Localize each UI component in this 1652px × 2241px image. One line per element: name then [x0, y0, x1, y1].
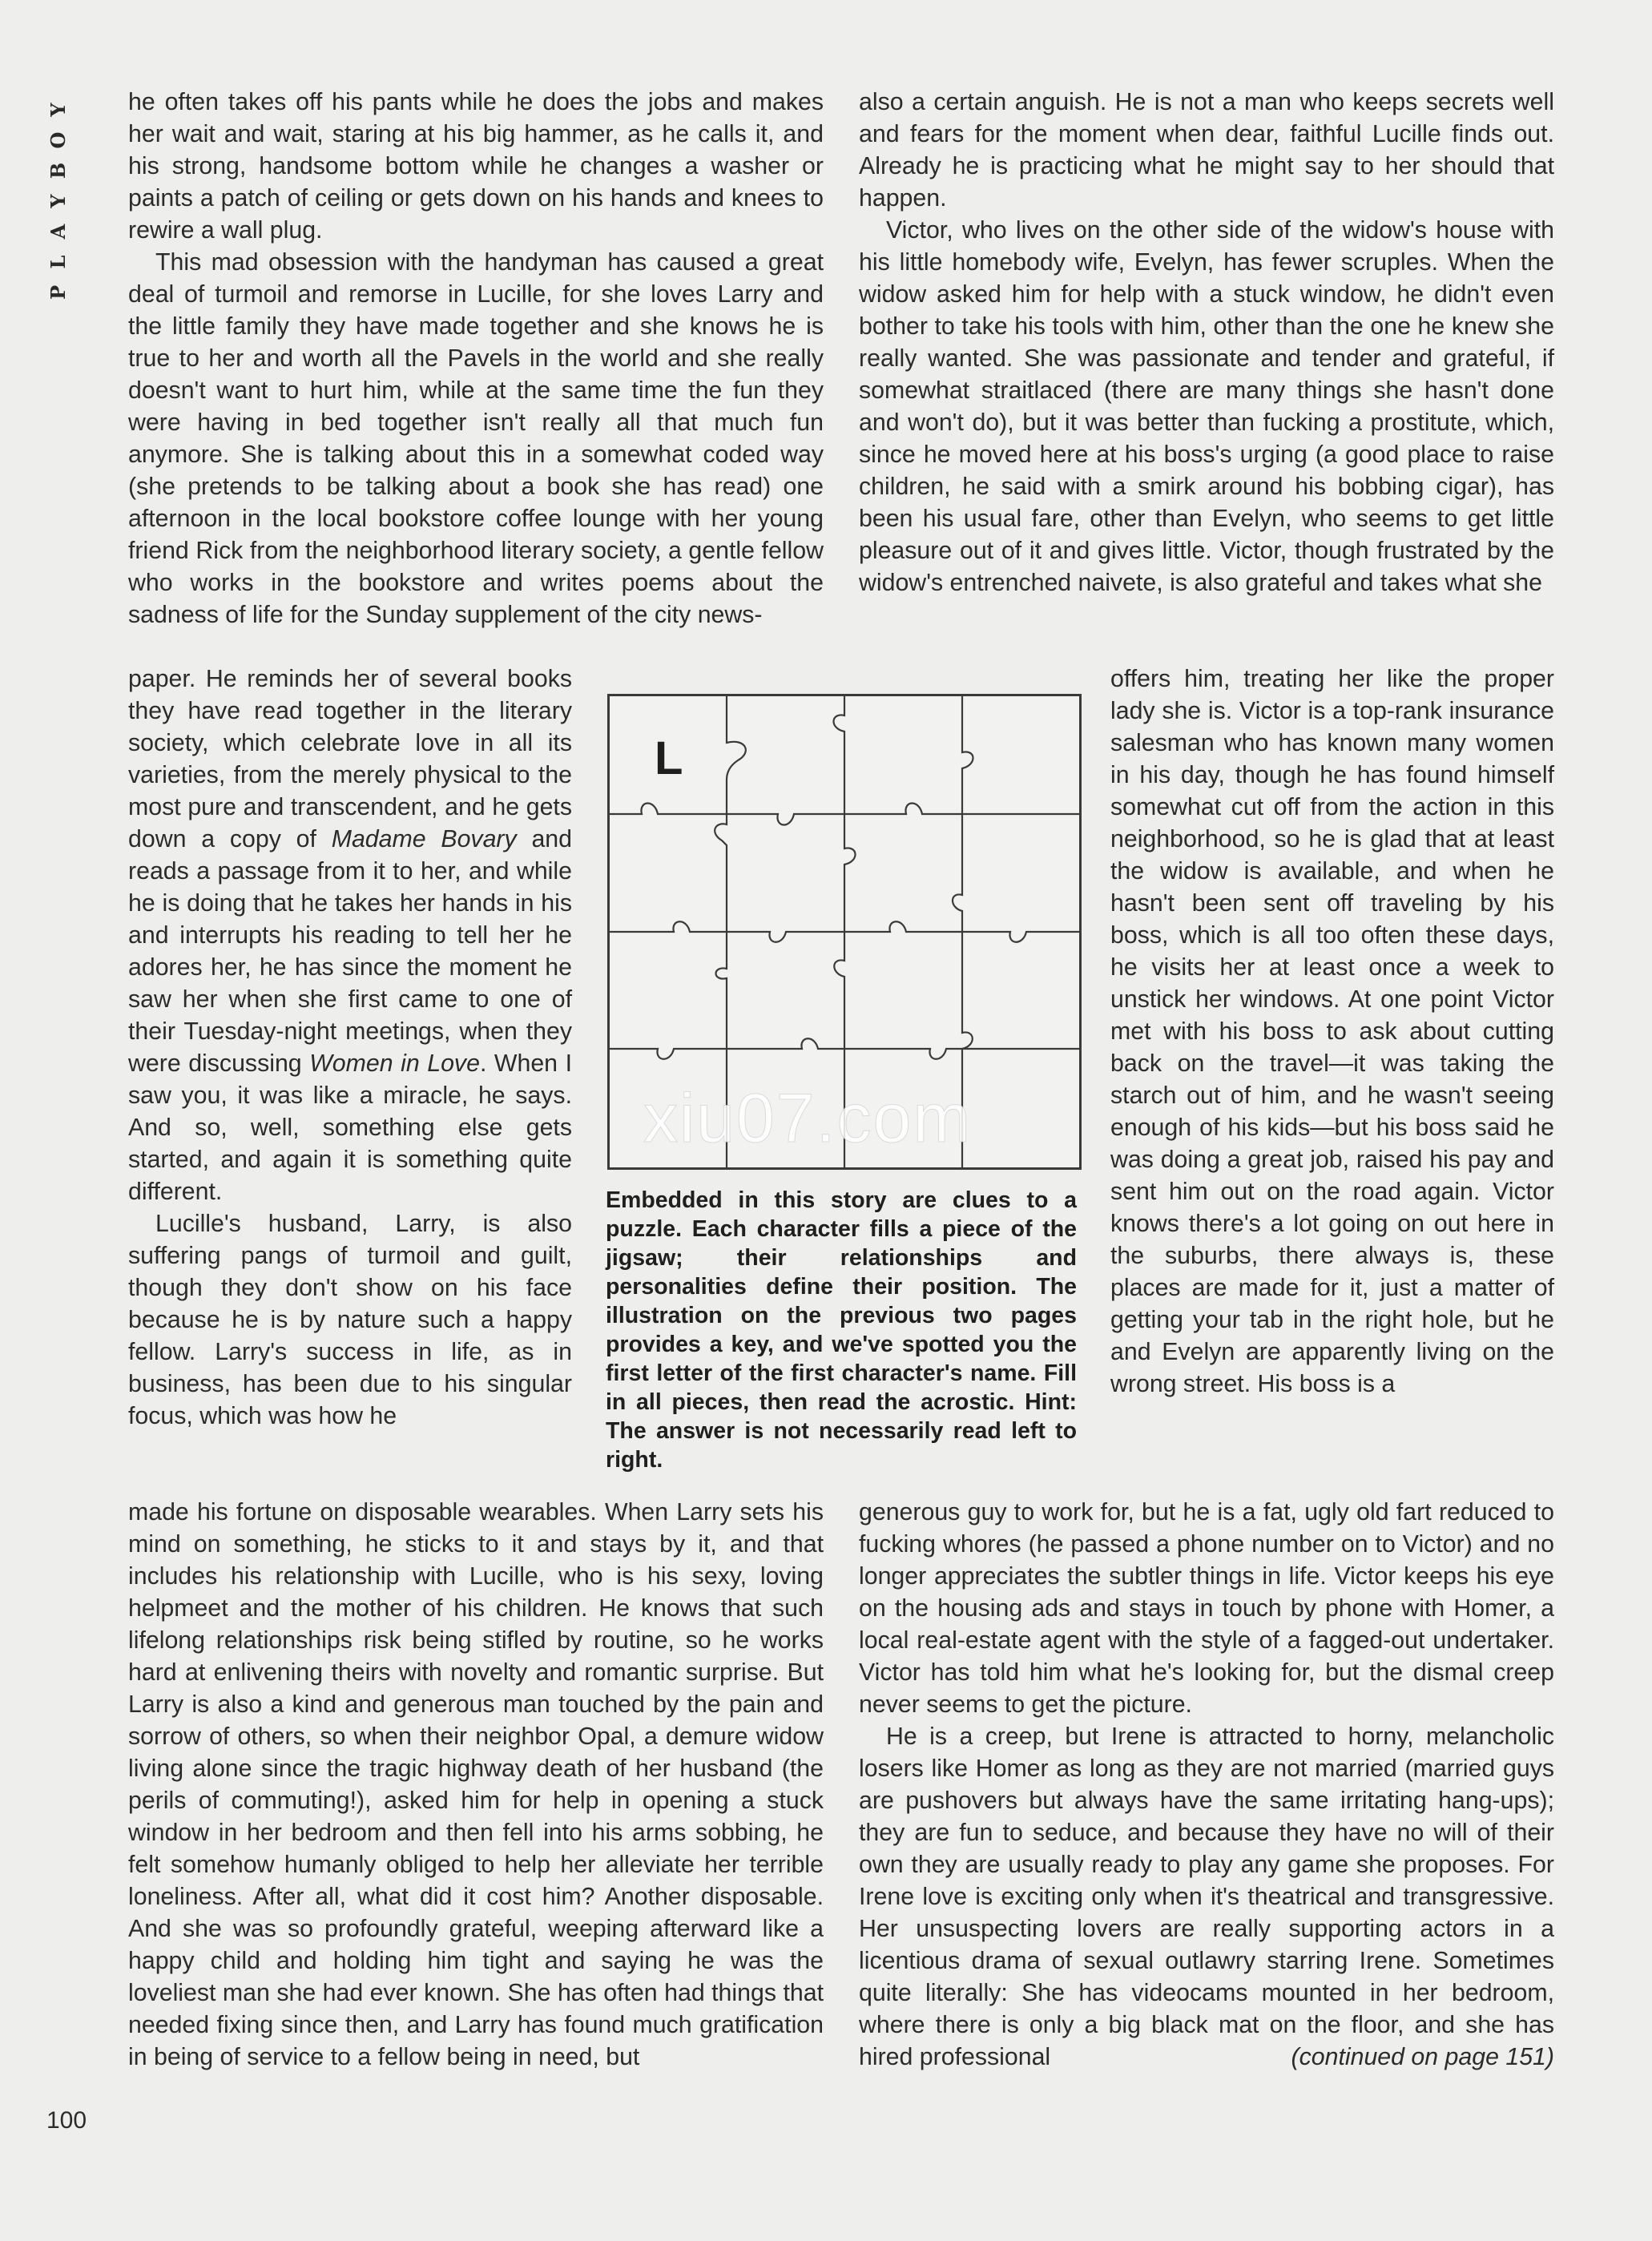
book-title: Women in Love [309, 1050, 480, 1077]
masthead-letter: O [46, 131, 70, 149]
paragraph: Lucille's husband, Larry, is also suffering pangs of turmoil and guilt, though they don't show on his face because he is by nature such a happy fellow. Larry's success in life, as in business, has been due to his singular focus, which was how he [128, 1211, 572, 1429]
paragraph: also a certain anguish. He is not a man who keeps secrets well and fears for the moment when dear, faithful Lucille finds out. Already he is practicing what he might say to her should that happen. [859, 89, 1554, 212]
paragraph: offers him, treating her like the proper lady she is. Victor is a top-rank insurance salesman who has known many women in his day, though he has found himself somewhat cut off from the action in this neighborhood, so he is glad that at least the widow is available, and when he hasn't been sent off traveling by his boss, which is all too often these days, he visits her at least once a week to unstick her windows. At one point Victor met with his boss to ask about cutting back on the travel—it was taking the starch out of him, and he wasn't seeing enough of his kids—but his boss said he was doing a great job, raised his pay and sent him out on the road again. Victor knows there's a lot going on out here in the suburbs, there always is, these places are made for it, just a matter of getting your tab in the right hole, but he and Evelyn are apparently living on the wrong street. His boss is a [1110, 666, 1554, 1397]
paragraph: made his fortune on disposable wearables. When Larry sets his mind on something, he sticks to it and stays by it, and that includes his relationship with Lucille, who is his sexy, loving helpmeet and the mother of his children. He knows that such lifelong relationships risk being stifled by routine, so he works hard at enlivening theirs with novelty and romantic surprise. But Larry is also a kind and generous man touched by the pain and sorrow of others, so when their neighbor Opal, a demure widow living alone since the tragic highway death of her husband (the perils of commuting!), asked him for help in opening a stuck window in her bedroom and then fell into his arms sobbing, he felt somehow humanly obliged to help her alleviate her terrible loneliness. After all, what did it cost him? Another disposable. And she was so profoundly grateful, weeping afterward like a happy child and holding him tight and saying he was the loveliest man she had ever known. She has often had things that needed fixing since then, and Larry has found much gratification in being of service to a fellow being in need, but [128, 1499, 824, 2070]
paragraph: generous guy to work for, but he is a fat, ugly old fart reduced to fucking whores (he passed a phone number on to Victor) and no longer appreciates the subtler things in life. Victor keeps his eye on the housing ads and stays in touch by phone with Homer, a local real-estate agent with the style of a fagged-out undertaker. Victor has told him what he's looking for, but the dismal creep never seems to get the picture. [859, 1499, 1554, 1718]
right-column-bottom [859, 1497, 1554, 2074]
masthead-letter: P [46, 284, 70, 300]
paragraph: This mad obsession with the handyman has caused a great deal of turmoil and remorse in Lucille, for she loves Larry and the little family they have made together and she knows he is true to her and worth all the Pavels in the world and she really doesn't want to hurt him, while at the same time the fun they were having in bed together isn't really all that much fun anymore. She is talking about this in a somewhat coded way (she pretends to be talking about a book she has read) one afternoon in the local bookstore coffee lounge with her young friend Rick from the neighborhood literary society, a gentle fellow who works in the bookstore and writes poems about the sadness of life for the Sunday supplement of the city news- [128, 249, 824, 628]
watermark: xiu07.com [643, 1080, 972, 1157]
masthead-letter: B [46, 162, 70, 179]
playboy-masthead [46, 95, 71, 308]
paragraph [128, 663, 572, 1208]
page-number: 100 [46, 2107, 87, 2134]
text-run: . When I saw you, it was like a miracle, he says. And so, well, something else gets started, and again it is something quite different. [128, 1050, 572, 1205]
continued-note: (continued on page 151) [1291, 2044, 1554, 2070]
text-run: and reads a passage from it to her, and while he is doing that he takes her hands in his and interrupts his reading to tell her he adores her, he has since the moment he saw her when she first came to one of their Tuesday-night meetings, when they were discussing [128, 826, 573, 1077]
first-letter-clue: L [655, 732, 683, 784]
masthead-letter: Y [46, 103, 70, 117]
text-run: paper. He reminds her of several books they have read together in the literary society, which celebrate love in all its varieties, from the merely physical to the most pure and transcendent, and he gets down a copy of [128, 666, 572, 852]
text-run: He is a creep, but Irene is attracted to horny, melancholic losers like Homer as long as they are not married (married guys are pushovers but always have the same irritating hang-ups); they are fun to seduce, and because they have no will of their own they are usually ready to play any game she proposes. For Irene love is exciting only when it's theatrical and transgressive. Her unsuspecting lovers are really supporting actors in a licentious drama of sexual outlawry starring Irene. Sometimes quite literally: She has videocams mounted in her bedroom, where there is only a big black mat on the floor, and she has hired professional [859, 1723, 1554, 2070]
book-title: Madame Bovary [331, 826, 517, 852]
masthead-letter: Y [46, 194, 70, 208]
puzzle-caption: Embedded in this story are clues to a puzzle. Each character fills a piece of the jigsaw; their relationships and personalities define their position. The illustration on the previous two pages provides a key, and we've spotted you the first letter of the first character's name. Fill in all pieces, then read the acrostic. Hint: The answer is not necessarily read left to right. [606, 1187, 1077, 1473]
right-column-wrap [1110, 663, 1554, 1401]
paragraph: Victor, who lives on the other side of the widow's house with his little homebody wife, Evelyn, has fewer scruples. When the widow asked him for help with a stuck window, he didn't even bother to take his tools with him, other than the one he knew she really wanted. She was passionate and tender and grateful, if somewhat straitlaced (there are many things she hasn't done and won't do), but it was better than fucking a prostitute, which, since he moved here at his boss's urging (a good place to raise children, he said with a smirk around his bobbing cigar), has been his usual fare, other than Evelyn, who seems to get little pleasure out of it and gives little. Victor, though frustrated by the widow's entrenched naivete, is also grateful and takes what she [859, 217, 1554, 596]
masthead-letter: A [46, 224, 70, 240]
left-column-bottom [128, 1497, 824, 2074]
masthead-letter: L [46, 255, 70, 269]
jigsaw-puzzle [607, 694, 1082, 1170]
paragraph: he often takes off his pants while he does the jobs and makes her wait and wait, staring at his big hammer, as he calls it, and his strong, handsome bottom while he changes a washer or paints a patch of ceiling or gets down on his hands and knees to rewire a wall plug. [128, 89, 824, 244]
left-column-top [128, 87, 824, 631]
left-column-wrap [128, 663, 572, 1433]
paragraph [859, 1721, 1554, 2074]
right-column-top [859, 87, 1554, 599]
